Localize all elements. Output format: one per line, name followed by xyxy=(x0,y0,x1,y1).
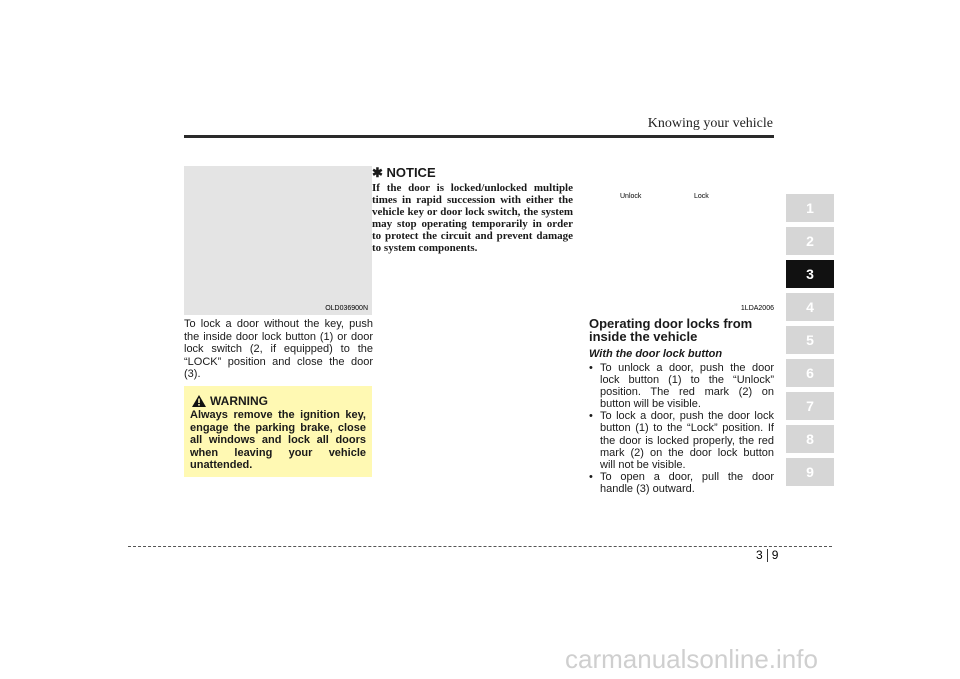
warning-title-text: WARNING xyxy=(210,394,268,408)
footer-rule xyxy=(128,546,832,547)
page-separator xyxy=(767,549,768,562)
section-subtitle: With the door lock button xyxy=(589,348,723,360)
figure-code: OLD036900N xyxy=(325,305,368,312)
chapter-tab-4[interactable]: 4 xyxy=(786,293,834,321)
chapter-tabs xyxy=(786,194,834,491)
watermark: carmanualsonline.info xyxy=(565,644,818,674)
chapter-tab-3[interactable]: 3 xyxy=(786,260,834,288)
chapter-tab-1[interactable]: 1 xyxy=(786,194,834,222)
warning-box xyxy=(184,386,372,477)
warning-body: Always remove the ignition key, engage the parking brake, close all windows and lock all doors when leaving your vehicle unattended. xyxy=(190,409,366,472)
page-chapter: 3 xyxy=(756,548,763,562)
list-item: • To open a door, pull the door handle (3) outward. xyxy=(589,471,774,495)
lock-without-key-text: To lock a door without the key, push the inside door lock button (1) or door lock switch (2, if equipped) to the “LOCK” position and close the door (3). xyxy=(184,318,373,381)
chapter-tab-2[interactable]: 2 xyxy=(786,227,834,255)
warning-triangle-icon xyxy=(192,395,206,407)
page-index: 9 xyxy=(771,548,779,562)
notice-title: ✱ NOTICE xyxy=(372,165,436,180)
chapter-tab-7[interactable]: 7 xyxy=(786,392,834,420)
list-item: • To unlock a door, push the door lock button (1) to the “Unlock” position. The red mark (2) on button will be visible. xyxy=(589,362,774,410)
page-number xyxy=(756,548,778,562)
chapter-tab-6[interactable]: 6 xyxy=(786,359,834,387)
section-title: Operating door locks from inside the vehicle xyxy=(589,316,753,344)
door-lock-figure xyxy=(184,166,372,315)
header-rule xyxy=(184,135,774,138)
warning-title xyxy=(192,394,268,408)
notice-body: If the door is locked/unlocked multiple times in rapid succession with either the vehicle key or door lock switch, the system may stop operating temporarily in order to protect the circuit and prevent damage to system components. xyxy=(372,182,573,255)
lock-label: Lock xyxy=(694,193,709,200)
door-lock-button-figure xyxy=(588,184,776,316)
instruction-list xyxy=(589,362,774,495)
chapter-tab-8[interactable]: 8 xyxy=(786,425,834,453)
chapter-tab-9[interactable]: 9 xyxy=(786,458,834,486)
chapter-tab-5[interactable]: 5 xyxy=(786,326,834,354)
unlock-label: Unlock xyxy=(620,193,642,200)
header-title: Knowing your vehicle xyxy=(647,116,773,131)
figure-code: 1LDA2006 xyxy=(740,305,774,312)
list-item: • To lock a door, push the door lock button (1) to the “Lock” position. If the door is locked properly, the red mark (2) on the door lock button will not be visible. xyxy=(589,410,774,470)
